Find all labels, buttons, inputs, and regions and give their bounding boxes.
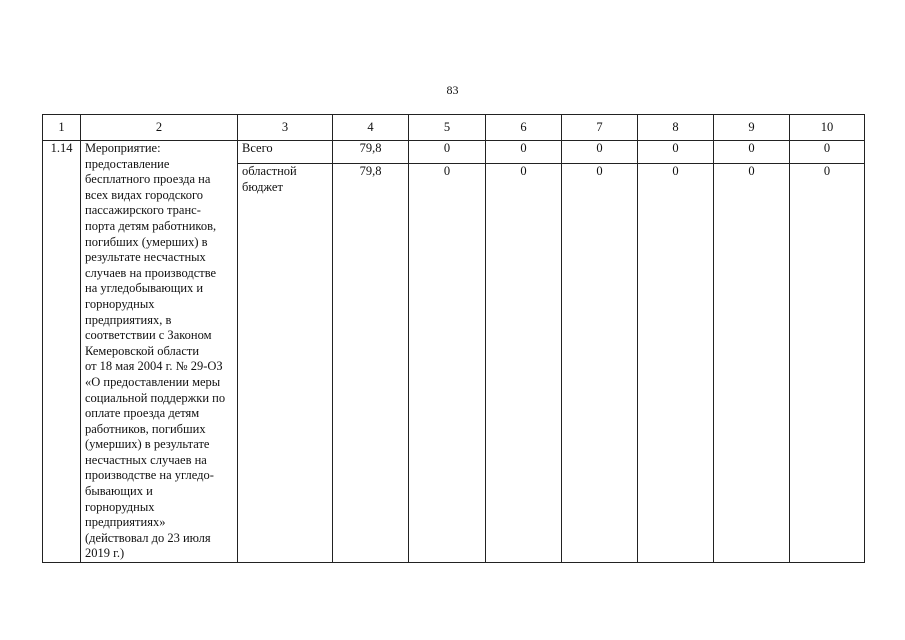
value-cell: 0 (714, 141, 790, 164)
value-cell: 0 (486, 141, 562, 164)
table-row (43, 141, 865, 164)
description-line: пассажирского транс- (85, 203, 201, 218)
row-code: 1.14 (43, 141, 81, 563)
value-cell: 0 (638, 141, 714, 164)
column-header: 9 (714, 115, 790, 141)
description-line: от 18 мая 2004 г. № 29-ОЗ (85, 359, 223, 374)
description-line: на угледобывающих и (85, 281, 204, 296)
value-cell: 0 (638, 164, 714, 563)
description-line: несчастных случаев на (85, 452, 207, 467)
value-cell: 0 (409, 141, 486, 164)
value-cell: 0 (562, 141, 638, 164)
column-header: 1 (43, 115, 81, 141)
column-header: 5 (409, 115, 486, 141)
description-line: погибших (умерших) в (85, 234, 208, 249)
value-cell: 0 (409, 164, 486, 563)
description-line: всех видах городского (85, 187, 204, 202)
description-line: предприятиях» (85, 515, 166, 530)
header-row (43, 115, 865, 141)
description-line: оплате проезда детям (85, 406, 200, 421)
column-header: 6 (486, 115, 562, 141)
description-line: (действовал до 23 июля (85, 530, 211, 545)
value-cell: 0 (790, 164, 865, 563)
description-line: предоставление (85, 156, 170, 171)
description-line: производстве на угледо- (85, 468, 214, 483)
description-line: Кемеровской области (85, 343, 200, 358)
description-line: «О предоставлении меры (85, 374, 221, 389)
description-line: горнорудных (85, 296, 155, 311)
value-cell: 0 (562, 164, 638, 563)
column-header: 2 (81, 115, 238, 141)
description-line: (умерших) в результате (85, 437, 210, 452)
description-line: порта детям работников, (85, 218, 217, 233)
description-line: соответствии с Законом (85, 328, 212, 343)
description-line: предприятиях, в (85, 312, 172, 327)
page-number: 83 (446, 83, 459, 97)
description-line: горнорудных (85, 499, 155, 514)
description-line: бесплатного проезда на (85, 172, 211, 187)
measure-description (81, 141, 238, 563)
data-table (42, 114, 865, 563)
description-line: результате несчастных (85, 250, 206, 265)
column-header: 7 (562, 115, 638, 141)
funding-source: Всего (238, 141, 333, 164)
value-cell: 0 (790, 141, 865, 164)
description-line: 2019 г.) (85, 546, 125, 561)
column-header: 8 (638, 115, 714, 141)
value-cell: 79,8 (333, 164, 409, 563)
description-line: Мероприятие: (85, 141, 161, 155)
description-line: социальной поддержки по (85, 390, 226, 405)
value-cell: 0 (486, 164, 562, 563)
column-header: 3 (238, 115, 333, 141)
column-header: 10 (790, 115, 865, 141)
description-line: работников, погибших (85, 421, 206, 436)
description-line: бывающих и (85, 484, 153, 499)
value-cell: 0 (714, 164, 790, 563)
funding-source: областной бюджет (238, 164, 333, 563)
column-header: 4 (333, 115, 409, 141)
description-line: случаев на производстве (85, 265, 217, 280)
value-cell: 79,8 (333, 141, 409, 164)
